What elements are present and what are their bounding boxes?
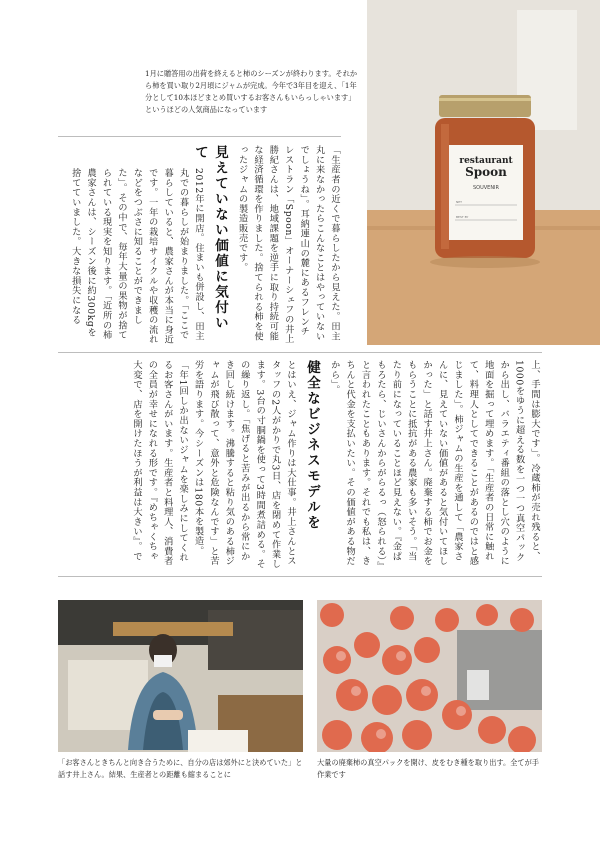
lower-body-text-2: とはいえ、ジャム作りは大仕事。井上さんとスタッフの2人がかりで丸3日、店を閉めて作業します。3台の寸胴鍋を使って3時間煮詰める。その繰り返し。「焦げると苦みが出るから常にかき回し続けます。沸騰すると粘り気のある柿ジャムが飛び散って、意外と危険なんです」と苦労を語ります。今シーズンは180本を製造。「年1回しか出ないジャムを楽しみにしてくれるお客さんがいます。生産者と料理人、消費者の全員が幸せになれる形です。『めちゃくちゃ大変で、店を開けたほうが利益は大きい』。で: [130, 360, 296, 569]
rule-top: [58, 136, 341, 137]
upper-intro-text: 「生産者の近くで暮らしたから見えた。田主丸に来なかったらこんなことはやっていないでしょうね」。耳納連山の麓にあるフレンチレストラン「Spoon」オーナーシェフの井上勝紀さんは、地域課題を逆手に取り持続可能な経済循環を作りました。捨てられる柿を使ったジャムの製造販売です。: [236, 145, 340, 344]
lower-body-text: 上、手間は膨大です」。冷蔵柿が売れ残ると、1000をゆうに超える数を一つ一つ真空パックから出し、バラエティ番組の落とし穴のように地面を掘って埋めます。「生産者の日常に触れて、料理人としてできることがあるのではと感じました」。柿ジャムの生産を通して「農家さんに、見えていない価値があると気付いてほしかった」と話す井上さん。廃棄する柿でお金をもらうことに抵抗がある農家も多いそう。「当たり前になっていることほど見えない。『金ぱもろたら、じいさんからがらるっ（怒られる）』と言われたこともあります。それでも私は、きちんと代金を支払いたい。その価値がある物だから」。: [328, 360, 540, 567]
chef-photo: [58, 600, 303, 752]
top-photo-caption: 1月に贈答用の出荷を終えると柿のシーズンが終わります。それから柿を買い取り2月頃にジャムが完成。今年で3年目を迎え、「1年分として10本ほどまとめ買いするお客さんもいらっしゃいます」というほどの人気商品になっています: [145, 69, 358, 114]
persimmon-illustration: [317, 600, 542, 752]
jar-label-line1: restaurant: [459, 156, 513, 166]
chef-photo-caption: 「お客さんときちんと向き合うために、自分の店は郊外にと決めていた」と話す井上さん。結果、生産者との距離も縮まることに: [58, 758, 303, 779]
upper-body-text: 2012年に開店。住まいも併設し、田主丸での暮らしが始まりました。「ここで暮らしていると、農家さんが本当に身近です。一年の栽培サイクルや収穫の流れなどをつぶさに知ることができました」。その中で、毎年大量の果物が捨てられている現実を知ります。「近所の柿農家さんは、シーズン後に約300kgを捨てていました。大きな損失になる: [69, 168, 204, 345]
jam-jar-illustration: [367, 0, 600, 345]
rule-bottom: [58, 576, 542, 577]
jar-label-field2: BEST BY: [456, 215, 469, 219]
chef-illustration: [58, 600, 303, 752]
rule-middle: [58, 352, 542, 353]
lower-section-heading: 健全なビジネスモデルを: [304, 360, 320, 531]
persimmon-packs-photo: [317, 600, 542, 752]
jar-label-line2: Spoon: [465, 165, 507, 179]
jam-jar-photo: [367, 0, 600, 345]
jar-label-line3: SOUVENIR: [472, 185, 500, 191]
jar-label-field1: NET: [456, 200, 462, 204]
upper-section-heading: 見えていない価値に気付いて: [192, 145, 228, 331]
persimmon-photo-caption: 大量の廃棄柿の真空パックを開け、皮をむき種を取り出す。全てが手作業です: [317, 758, 539, 779]
